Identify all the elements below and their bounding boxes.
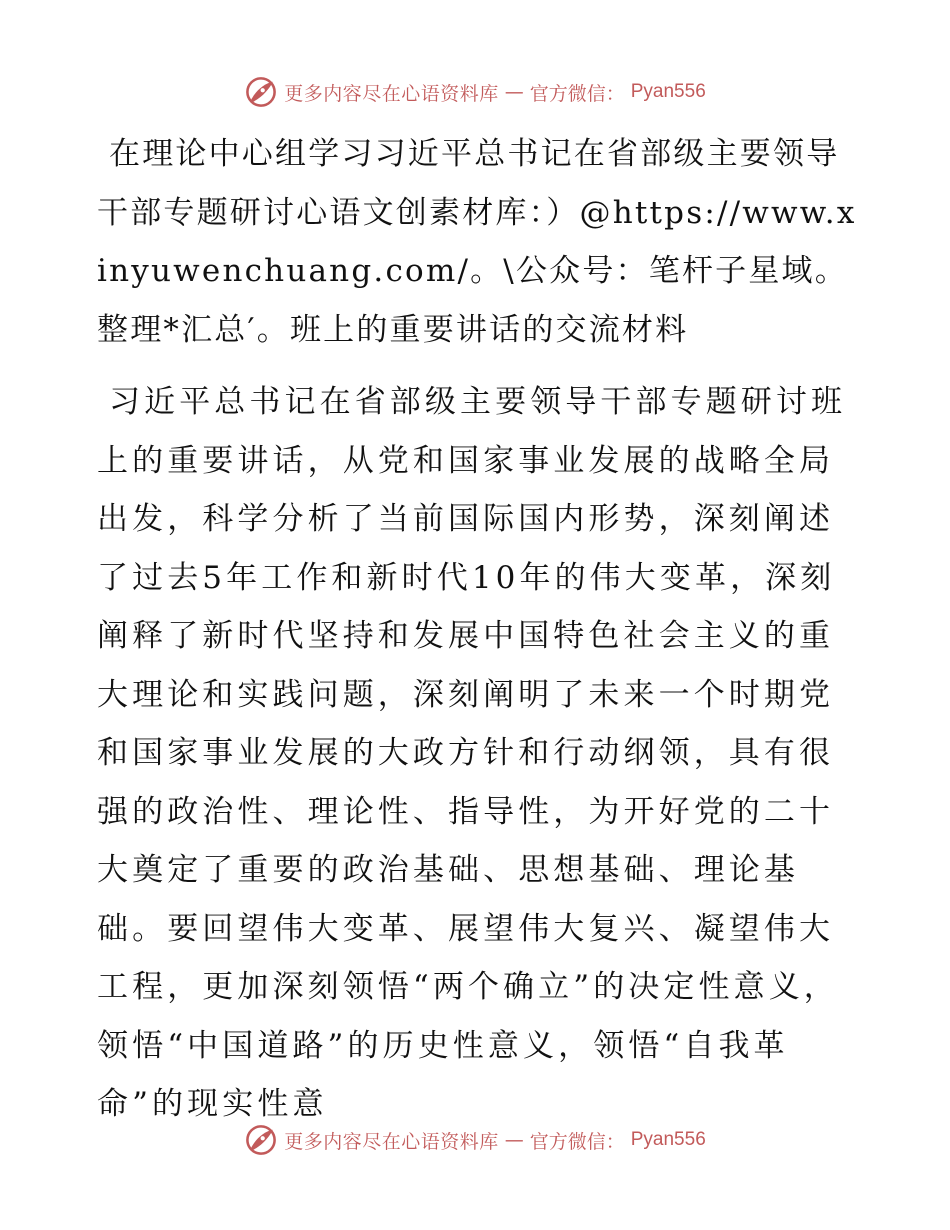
footer-separator: — [504,1129,524,1151]
pen-nib-logo-icon [244,1123,278,1157]
document-body [97,125,867,1134]
footer-banner-content [244,1123,706,1157]
footer-wechat-label: 官方微信： [529,1130,625,1153]
header-wechat-label: 官方微信： [529,82,625,105]
document-paragraph: 习近平总书记在省部级主要领导干部专题研讨班上的重要讲话，从党和国家事业发展的战略全局出发，科学分析了当前国际国内形势，深刻阐述了过去5年工作和新时代10年的伟大变革，深刻阐释了新时代坚持和发展中国特色社会主义的重大理论和实践问题，深刻阐明了未来一个时期党和国家事业发展的大政方针和行动纲领，具有很强的政治性、理论性、指导性，为开好党的二十大奠定了重要的政治基础、思想基础、理论基础。要回望伟大变革、展望伟大复兴、凝望伟大工程，更加深刻领悟“两个确立”的决定性意义，领悟“中国道路”的历史性意义，领悟“自我革命”的现实性意 [97,384,847,1122]
pen-nib-logo-icon [244,75,278,109]
footer-site-text: 更多内容尽在心语资料库 [284,1130,499,1153]
footer-wechat-id: Pyan556 [630,1129,706,1150]
document-title: 在理论中心组学习习近平总书记在省部级主要领导干部专题研讨心语文创素材库：）@https://www.xinyuwenchuang.com/。\公众号：笔杆子星域。整理*汇总′。班上的重要讲话的交流材料 [97,136,857,348]
header-banner-content [244,75,706,109]
header-wechat-id: Pyan556 [630,81,706,102]
header-banner [0,72,950,112]
header-site-text: 更多内容尽在心语资料库 [284,82,499,105]
footer-banner [0,1120,950,1160]
header-separator: — [504,81,524,103]
